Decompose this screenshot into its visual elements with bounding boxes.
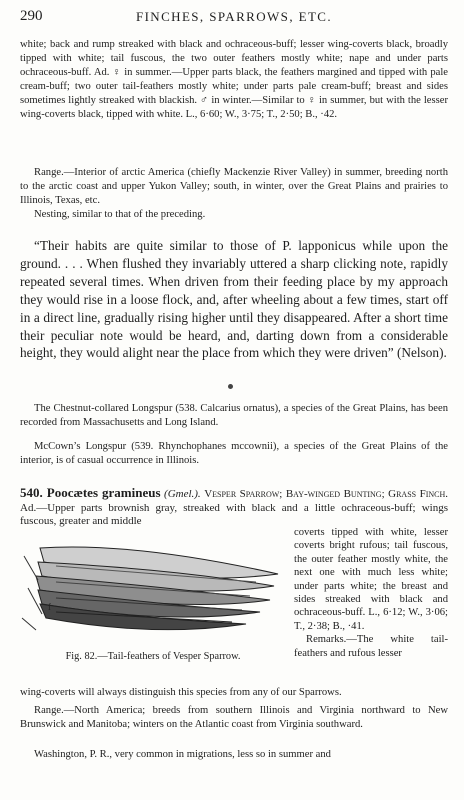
figure-caption: Fig. 82.—Tail-feathers of Vesper Sparrow. — [65, 651, 241, 662]
species-description-start: Ad.—Upper parts brownish gray, streaked with black and a little ochraceous-buff; wings fuscous, greater and middle — [20, 501, 448, 528]
species-description-column — [294, 526, 448, 660]
tail-feathers-figure — [20, 526, 282, 646]
species-entry — [20, 486, 448, 529]
running-head: FINCHES, SPARROWS, ETC. — [135, 9, 333, 24]
washington-paragraph: Washington, P. R., very common in migrations, less so in summer and — [34, 749, 331, 760]
mccowns-longspur-note: McCown’s Longspur (539. Rhynchophanes mccownii), a species of the Great Plains of the interior, is of casual occurrence in Illinois. — [20, 441, 448, 466]
figure-mark: f — [48, 602, 51, 612]
vesper-range-paragraph: Range.—North America; breeds from southern Illinois and Virginia northward to New Brunswick and Manitoba; winters on the Atlantic coast from Virginia southward. — [20, 705, 448, 730]
chestnut-collared-longspur-note: The Chestnut-collared Longspur (538. Calcarius ornatus), a species of the Great Plains, has been recorded from Massachusetts and Long Island. — [20, 403, 448, 428]
remarks-start: Remarks.—The white tail-feathers and rufous lesser — [294, 634, 448, 659]
species-authority: (Gmel.). — [164, 488, 201, 500]
print-speck — [228, 384, 233, 389]
remarks-continued: wing-coverts will always distinguish this species from any of our Sparrows. — [20, 687, 342, 698]
nesting-paragraph: Nesting, similar to that of the preceding. — [34, 209, 206, 220]
page-number: 290 — [20, 8, 43, 24]
tail-feathers-illustration — [20, 526, 282, 646]
page-header — [20, 8, 448, 26]
species-common-names: Vesper Sparrow; Bay-winged Bunting; Grass Finch. — [204, 488, 449, 500]
nelson-quote: “Their habits are quite similar to those of P. lapponicus while upon the ground. . . . When flushed they invariably uttered a sharp clicking note, rapidly repeated several times. When driven from their feeding place by my approach they would rise in a loose flock, and, after wheeling about a few times, start off in a direct line, gradually rising higher until they disappeared. After a short time their peculiar note would be heard, and, darting down from a considerable height, they would alight near the place from which they were driven” (Nelson). — [20, 238, 448, 361]
range-paragraph: Range.—Interior of arctic America (chiefly Mackenzie River Valley) in summer, breeding north to the arctic coast and upper Yukon Valley; south, in winter, over the Great Plains and prairies to Illinois, Texas, etc. — [20, 167, 448, 206]
species-heading: 540. Poocætes gramineus — [20, 485, 161, 500]
species-description-continued: coverts tipped with white, lesser coverts bright rufous; tail fuscous, the outer feather mostly white, the next one with much less white; under parts white; the breast and sides streaked with black and ochraceous-buff. L., 6·12; W., 3·06; T., 2·38; B., ·41. — [294, 527, 448, 632]
book-page — [20, 0, 448, 800]
description-paragraph: white; back and rump streaked with black and ochraceous-buff; lesser wing-coverts black, broadly tipped with white; tail fuscous, the two outer feathers mostly white; nape and under parts ochraceous-buff. Ad. ♀ in summer.—Upper parts black, the feathers margined and tipped with pale cream-buff; two outer tail-feathers mostly white; under parts pale cream-buff; breast and sides sometimes lightly streaked with blackish. ♂ in winter.—Similar to ♀ in summer, but with the lesser wing-coverts black, tipped with white. L., 6·60; W., 3·75; T., 2·50; B., ·42. — [20, 39, 448, 120]
